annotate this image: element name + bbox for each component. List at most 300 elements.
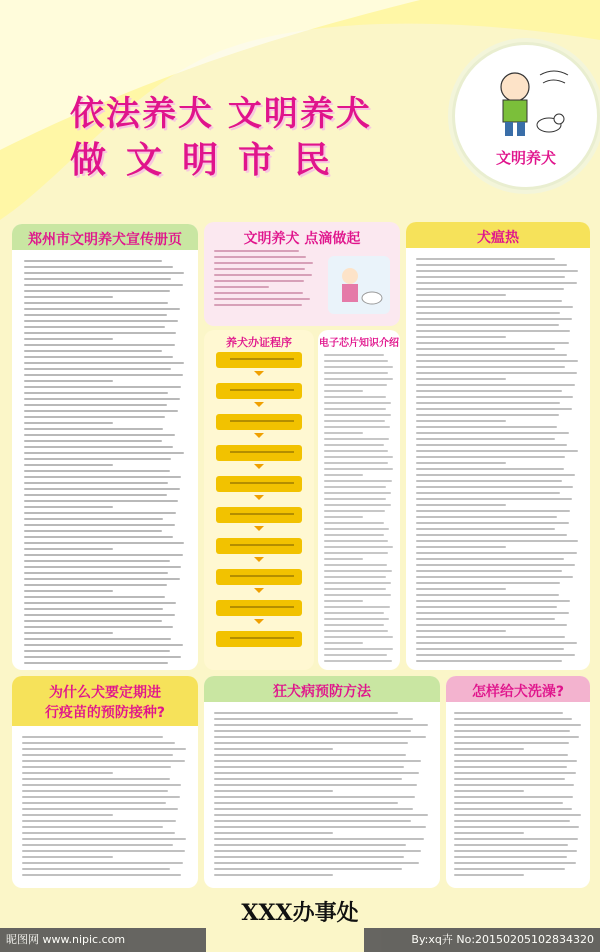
- text-line: [324, 630, 388, 632]
- text-line: [24, 374, 183, 376]
- text-line: [416, 516, 557, 518]
- text-line: [214, 736, 426, 738]
- text-line: [22, 748, 186, 750]
- procedure-step: [216, 569, 302, 585]
- text-line: [454, 844, 568, 846]
- text-line: [324, 546, 393, 548]
- text-line: [416, 264, 567, 266]
- text-line: [24, 662, 168, 664]
- down-arrow-icon: [254, 433, 264, 438]
- text-line: [454, 790, 524, 792]
- text-line: [416, 468, 564, 470]
- text-line: [416, 660, 562, 662]
- text-line: [416, 510, 570, 512]
- text-line: [454, 766, 567, 768]
- text-line: [24, 320, 178, 322]
- text-line: [454, 712, 563, 714]
- text-line: [214, 754, 406, 756]
- text-line: [416, 456, 565, 458]
- text-line: [24, 416, 165, 418]
- text-line: [416, 270, 578, 272]
- text-line: [324, 660, 392, 662]
- text-line: [324, 432, 363, 434]
- text-line: [416, 612, 569, 614]
- text-line: [416, 258, 555, 260]
- procedure-step: [216, 383, 302, 399]
- text-line: [454, 874, 524, 876]
- text-line: [22, 856, 113, 858]
- brochure-panel: [12, 224, 198, 670]
- procedure-step: [216, 507, 302, 523]
- down-arrow-icon: [254, 402, 264, 407]
- text-line: [324, 420, 385, 422]
- bath-text: [454, 712, 582, 880]
- text-line: [454, 850, 577, 852]
- text-line: [22, 814, 113, 816]
- tips-text: [214, 250, 314, 310]
- text-line: [24, 362, 184, 364]
- text-line: [324, 540, 388, 542]
- text-line: [324, 354, 384, 356]
- text-line: [24, 488, 180, 490]
- text-line: [22, 868, 170, 870]
- text-line: [416, 648, 564, 650]
- text-line: [416, 282, 577, 284]
- text-line: [454, 838, 578, 840]
- text-line: [454, 778, 565, 780]
- text-line: [214, 832, 333, 834]
- procedure-step: [216, 538, 302, 554]
- distemper-title: 犬瘟热: [477, 230, 519, 246]
- text-line: [324, 486, 386, 488]
- text-line: [214, 862, 419, 864]
- text-line: [454, 718, 572, 720]
- text-line: [324, 444, 384, 446]
- text-line: [416, 534, 567, 536]
- text-line: [416, 324, 559, 326]
- text-line: [22, 826, 163, 828]
- text-line: [24, 284, 183, 286]
- text-line: [416, 420, 506, 422]
- tips-title: 文明养犬 点滴做起: [243, 231, 361, 247]
- down-arrow-icon: [254, 464, 264, 469]
- text-line: [24, 602, 176, 604]
- text-line: [24, 512, 176, 514]
- text-line: [416, 570, 562, 572]
- vaccine-text: [22, 736, 188, 880]
- text-line: [24, 542, 184, 544]
- text-line: [22, 796, 180, 798]
- text-line: [324, 576, 386, 578]
- text-line: [24, 620, 162, 622]
- down-arrow-icon: [254, 371, 264, 376]
- text-line: [24, 650, 170, 652]
- step-text-line: [230, 606, 294, 608]
- text-line: [214, 268, 305, 270]
- text-line: [24, 536, 173, 538]
- text-line: [22, 844, 173, 846]
- text-line: [324, 414, 391, 416]
- text-line: [22, 802, 166, 804]
- text-line: [324, 582, 391, 584]
- text-line: [324, 402, 391, 404]
- text-line: [214, 778, 402, 780]
- text-line: [416, 642, 577, 644]
- bath-title: 怎样给犬洗澡?: [471, 684, 565, 700]
- step-text-line: [230, 637, 294, 639]
- step-text-line: [230, 482, 294, 484]
- text-line: [22, 832, 175, 834]
- text-line: [214, 790, 333, 792]
- text-line: [24, 530, 162, 532]
- text-line: [416, 654, 575, 656]
- chip-title: 电子芯片知识介绍: [319, 338, 399, 349]
- text-line: [416, 492, 560, 494]
- distemper-panel: [406, 222, 590, 670]
- text-line: [324, 372, 388, 374]
- text-line: [454, 820, 570, 822]
- text-line: [416, 588, 506, 590]
- text-line: [22, 850, 185, 852]
- down-arrow-icon: [254, 588, 264, 593]
- text-line: [214, 820, 411, 822]
- procedure-step: [216, 445, 302, 461]
- text-line: [454, 736, 579, 738]
- brochure-text: [24, 260, 186, 668]
- text-line: [24, 434, 175, 436]
- text-line: [416, 348, 555, 350]
- text-line: [416, 312, 560, 314]
- text-line: [454, 808, 572, 810]
- text-line: [214, 760, 421, 762]
- text-line: [214, 796, 415, 798]
- text-line: [22, 838, 186, 840]
- text-line: [214, 772, 419, 774]
- text-line: [416, 624, 567, 626]
- text-line: [324, 600, 363, 602]
- text-line: [24, 632, 113, 634]
- text-line: [416, 396, 573, 398]
- text-line: [24, 626, 173, 628]
- text-line: [416, 402, 560, 404]
- text-line: [24, 548, 113, 550]
- text-line: [324, 570, 392, 572]
- text-line: [24, 398, 180, 400]
- text-line: [324, 456, 393, 458]
- text-line: [24, 656, 181, 658]
- brochure-title: 郑州市文明养犬宣传册页: [28, 232, 182, 248]
- procedure-panel: [204, 330, 314, 670]
- dog-cartoon-icon: [324, 248, 394, 320]
- text-line: [24, 386, 181, 388]
- prevention-title: 狂犬病预防方法: [273, 684, 371, 700]
- text-line: [24, 278, 171, 280]
- text-line: [324, 360, 388, 362]
- step-text-line: [230, 575, 294, 577]
- text-line: [24, 464, 113, 466]
- text-line: [324, 636, 393, 638]
- text-line: [24, 260, 162, 262]
- text-line: [22, 820, 176, 822]
- text-line: [416, 336, 506, 338]
- text-line: [24, 368, 171, 370]
- text-line: [416, 522, 569, 524]
- text-line: [24, 566, 181, 568]
- text-line: [24, 458, 171, 460]
- text-line: [324, 378, 393, 380]
- text-line: [214, 802, 398, 804]
- text-line: [324, 612, 384, 614]
- text-line: [416, 450, 578, 452]
- text-line: [24, 452, 184, 454]
- text-line: [416, 426, 557, 428]
- text-line: [24, 314, 167, 316]
- text-line: [22, 808, 178, 810]
- text-line: [324, 642, 363, 644]
- text-line: [324, 384, 387, 386]
- down-arrow-icon: [254, 495, 264, 500]
- dog-cartoon-icon: [455, 45, 597, 145]
- text-line: [214, 814, 428, 816]
- text-line: [454, 802, 563, 804]
- text-line: [214, 256, 306, 258]
- text-line: [214, 724, 428, 726]
- text-line: [454, 832, 524, 834]
- text-line: [24, 338, 113, 340]
- text-line: [454, 814, 581, 816]
- text-line: [416, 354, 567, 356]
- text-line: [214, 298, 310, 300]
- text-line: [214, 286, 269, 288]
- text-line: [22, 784, 181, 786]
- chip-text: [324, 354, 394, 666]
- text-line: [24, 326, 165, 328]
- text-line: [416, 576, 573, 578]
- watermark-left: 昵图网 www.nipic.com: [0, 928, 206, 952]
- text-line: [324, 468, 393, 470]
- text-line: [214, 742, 408, 744]
- text-line: [24, 506, 113, 508]
- text-line: [416, 342, 569, 344]
- watermark-right: By:xq卉 No:20150205102834320: [364, 928, 600, 952]
- text-line: [416, 498, 572, 500]
- chip-panel: [318, 330, 400, 670]
- text-line: [214, 712, 398, 714]
- text-line: [22, 778, 170, 780]
- text-line: [22, 874, 181, 876]
- text-line: [324, 504, 391, 506]
- text-line: [454, 826, 579, 828]
- text-line: [214, 850, 421, 852]
- text-line: [416, 384, 575, 386]
- text-line: [22, 772, 113, 774]
- text-line: [324, 558, 363, 560]
- text-line: [24, 410, 178, 412]
- text-line: [324, 534, 384, 536]
- text-line: [416, 480, 562, 482]
- procedure-step: [216, 352, 302, 368]
- text-line: [324, 438, 389, 440]
- text-line: [416, 618, 555, 620]
- text-line: [24, 428, 163, 430]
- text-line: [324, 654, 387, 656]
- text-line: [416, 546, 506, 548]
- text-line: [24, 476, 181, 478]
- text-line: [416, 432, 569, 434]
- text-line: [214, 304, 302, 306]
- step-text-line: [230, 389, 294, 391]
- text-line: [214, 808, 413, 810]
- text-line: [24, 614, 175, 616]
- text-line: [324, 588, 386, 590]
- text-line: [24, 272, 184, 274]
- text-line: [214, 868, 402, 870]
- text-line: [416, 606, 557, 608]
- bath-panel: [446, 676, 590, 888]
- civilized-dog-badge: [452, 42, 600, 190]
- text-line: [24, 302, 168, 304]
- text-line: [24, 266, 173, 268]
- text-line: [22, 754, 173, 756]
- text-line: [324, 450, 388, 452]
- text-line: [214, 856, 404, 858]
- text-line: [214, 262, 313, 264]
- text-line: [24, 470, 170, 472]
- text-line: [416, 594, 559, 596]
- text-line: [214, 292, 303, 294]
- headline-line2: 做文明市民: [70, 140, 351, 181]
- text-line: [416, 444, 567, 446]
- text-line: [324, 606, 390, 608]
- procedure-step: [216, 631, 302, 647]
- text-line: [416, 288, 564, 290]
- text-line: [324, 594, 391, 596]
- text-line: [24, 356, 173, 358]
- text-line: [416, 558, 564, 560]
- text-line: [24, 332, 176, 334]
- text-line: [416, 330, 570, 332]
- procedure-title: 养犬办证程序: [226, 336, 292, 349]
- text-line: [324, 498, 386, 500]
- text-line: [416, 360, 578, 362]
- text-line: [416, 528, 555, 530]
- text-line: [416, 630, 506, 632]
- text-line: [324, 624, 384, 626]
- text-line: [454, 742, 569, 744]
- text-line: [454, 856, 567, 858]
- text-line: [24, 572, 168, 574]
- text-line: [24, 554, 183, 556]
- text-line: [24, 644, 183, 646]
- text-line: [454, 754, 568, 756]
- text-line: [24, 290, 170, 292]
- text-line: [214, 748, 333, 750]
- text-line: [324, 528, 389, 530]
- text-line: [454, 862, 576, 864]
- procedure-step: [216, 414, 302, 430]
- step-text-line: [230, 358, 294, 360]
- text-line: [24, 446, 173, 448]
- prevention-panel: [204, 676, 440, 888]
- text-line: [324, 426, 390, 428]
- text-line: [454, 724, 581, 726]
- text-line: [22, 790, 168, 792]
- text-line: [24, 578, 180, 580]
- text-line: [454, 760, 577, 762]
- text-line: [416, 390, 562, 392]
- text-line: [214, 718, 413, 720]
- text-line: [22, 736, 163, 738]
- text-line: [214, 766, 404, 768]
- text-line: [24, 638, 171, 640]
- text-line: [214, 844, 406, 846]
- text-line: [24, 494, 167, 496]
- text-line: [416, 462, 506, 464]
- text-line: [22, 766, 171, 768]
- down-arrow-icon: [254, 526, 264, 531]
- text-line: [214, 874, 333, 876]
- down-arrow-icon: [254, 619, 264, 624]
- text-line: [24, 524, 175, 526]
- text-line: [24, 404, 167, 406]
- text-line: [416, 414, 559, 416]
- text-line: [324, 390, 363, 392]
- step-text-line: [230, 513, 294, 515]
- text-line: [454, 796, 573, 798]
- office-name: XXX办事处: [241, 900, 359, 926]
- text-line: [324, 648, 393, 650]
- badge-label: 文明养犬: [495, 149, 556, 167]
- text-line: [214, 274, 312, 276]
- text-line: [24, 482, 168, 484]
- text-line: [24, 518, 163, 520]
- text-line: [416, 504, 506, 506]
- down-arrow-icon: [254, 557, 264, 562]
- text-line: [324, 522, 384, 524]
- text-line: [416, 306, 573, 308]
- text-line: [324, 462, 388, 464]
- text-line: [22, 760, 185, 762]
- text-line: [214, 838, 424, 840]
- text-line: [214, 730, 411, 732]
- text-line: [324, 552, 388, 554]
- text-line: [416, 552, 577, 554]
- text-line: [24, 392, 168, 394]
- text-line: [324, 564, 387, 566]
- text-line: [416, 300, 562, 302]
- text-line: [324, 366, 393, 368]
- text-line: [214, 826, 426, 828]
- vaccine-title-line2: 行疫苗的预防接种?: [44, 705, 166, 721]
- text-line: [214, 280, 304, 282]
- text-line: [416, 486, 573, 488]
- text-line: [416, 408, 572, 410]
- text-line: [416, 438, 555, 440]
- text-line: [416, 294, 506, 296]
- text-line: [324, 516, 363, 518]
- text-line: [454, 730, 570, 732]
- text-line: [24, 584, 167, 586]
- vaccine-title-line1: 为什么犬要定期进: [49, 685, 161, 701]
- prevention-text: [214, 712, 430, 880]
- step-text-line: [230, 451, 294, 453]
- text-line: [324, 396, 386, 398]
- headline-line1: 依法养犬 文明养犬: [70, 94, 372, 134]
- text-line: [416, 378, 506, 380]
- vaccine-panel: [12, 676, 198, 888]
- text-line: [416, 636, 565, 638]
- text-line: [324, 474, 363, 476]
